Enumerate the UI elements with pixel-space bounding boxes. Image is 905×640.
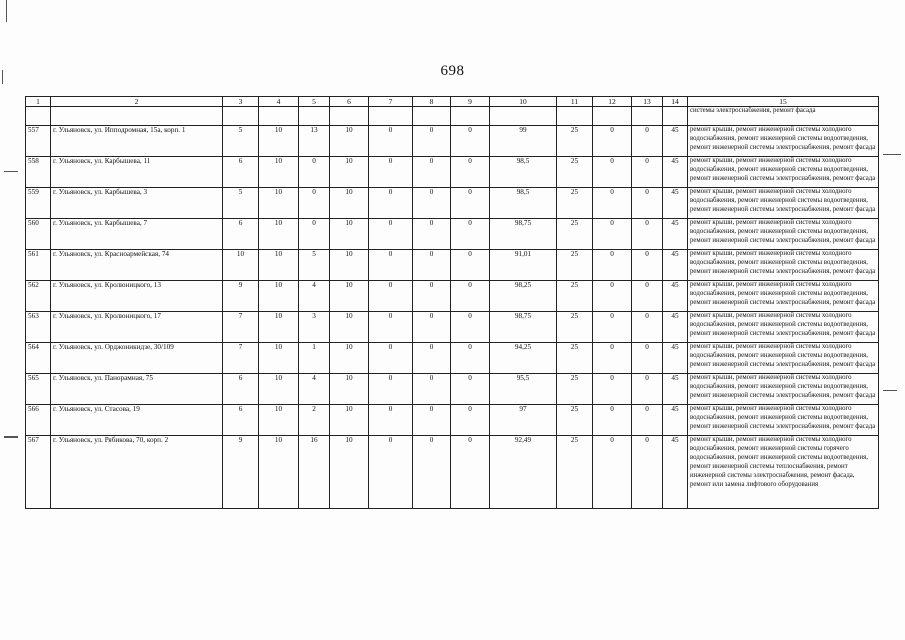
scan-mark: [4, 436, 18, 438]
value-cell-c10: 95,5: [490, 374, 557, 405]
value-cell-c11: 25: [557, 157, 593, 188]
value-cell-c13: 0: [632, 126, 663, 157]
value-cell-c8: 0: [413, 188, 451, 219]
value-cell-c8: 0: [413, 312, 451, 343]
value-cell-c11: 25: [557, 405, 593, 436]
value-cell-c7: 0: [369, 405, 413, 436]
value-cell-c6: 10: [330, 250, 369, 281]
scan-mark: [883, 390, 897, 391]
value-cell-c14: 45: [663, 219, 688, 250]
value-cell-c5: 1: [299, 343, 330, 374]
value-cell-c10: 97: [490, 405, 557, 436]
works-cell: ремонт крыши, ремонт инженерной системы холодного водоснабжения, ремонт инженерной системы водоотведения, ремонт инженерной системы электроснабжения, ремонт фасада: [688, 188, 879, 219]
address-cell: г. Ульяновск, ул. Кролюницкого, 17: [51, 312, 223, 343]
value-cell-c10: 98,75: [490, 312, 557, 343]
value-cell-c4: 10: [259, 312, 299, 343]
continuation-row: [26, 107, 879, 126]
value-cell-c14: 45: [663, 343, 688, 374]
header-col-4: 4: [259, 97, 299, 107]
header-row: [26, 97, 879, 107]
value-cell-c7: 0: [369, 343, 413, 374]
value-cell-c5: 16: [299, 436, 330, 509]
value-cell-c9: 0: [451, 126, 490, 157]
value-cell-c9: 0: [451, 219, 490, 250]
header-col-8: 8: [413, 97, 451, 107]
row-number-cell: 567: [26, 436, 51, 509]
address-cell: г. Ульяновск, ул. Карбышева, 7: [51, 219, 223, 250]
table-row: [26, 281, 879, 312]
value-cell-c4: 10: [259, 157, 299, 188]
value-cell-c6: 10: [330, 374, 369, 405]
value-cell-c12: 0: [593, 312, 632, 343]
value-cell-c8: 0: [413, 374, 451, 405]
value-cell-c4: 10: [259, 219, 299, 250]
value-cell-c7: 0: [369, 374, 413, 405]
row-number-cell: 563: [26, 312, 51, 343]
value-cell-c14: 45: [663, 281, 688, 312]
continuation-text: системы электроснабжения, ремонт фасада: [688, 107, 879, 126]
value-cell-c12: 0: [593, 250, 632, 281]
value-cell-c5: 5: [299, 250, 330, 281]
value-cell-c5: 0: [299, 188, 330, 219]
address-cell: г. Ульяновск, ул. Рябикова, 70, корп. 2: [51, 436, 223, 509]
value-cell-c8: 0: [413, 250, 451, 281]
value-cell-c13: 0: [632, 312, 663, 343]
value-cell-c12: 0: [593, 405, 632, 436]
value-cell-c13: 0: [632, 343, 663, 374]
value-cell-c7: 0: [369, 281, 413, 312]
value-cell-c10: 92,49: [490, 436, 557, 509]
value-cell-c8: 0: [413, 219, 451, 250]
table-row: [26, 374, 879, 405]
value-cell-c3: 7: [223, 343, 259, 374]
value-cell-c7: 0: [369, 219, 413, 250]
value-cell-c6: 10: [330, 157, 369, 188]
address-cell: г. Ульяновск, ул. Стасова, 19: [51, 405, 223, 436]
value-cell-c11: 25: [557, 281, 593, 312]
value-cell-c12: 0: [593, 219, 632, 250]
value-cell-c7: 0: [369, 312, 413, 343]
value-cell-c6: 10: [330, 343, 369, 374]
value-cell-c9: 0: [451, 374, 490, 405]
value-cell-c4: 10: [259, 436, 299, 509]
value-cell-c6: 10: [330, 126, 369, 157]
value-cell-c4: 10: [259, 126, 299, 157]
value-cell-c5: 0: [299, 219, 330, 250]
address-cell: г. Ульяновск, ул. Орджоникидзе, 30/109: [51, 343, 223, 374]
value-cell-c13: 0: [632, 405, 663, 436]
address-cell: г. Ульяновск, ул. Красноармейская, 74: [51, 250, 223, 281]
value-cell-c13: 0: [632, 188, 663, 219]
scan-mark: [883, 154, 901, 155]
value-cell-c3: 7: [223, 312, 259, 343]
row-number-cell: 566: [26, 405, 51, 436]
works-cell: ремонт крыши, ремонт инженерной системы холодного водоснабжения, ремонт инженерной системы водоотведения, ремонт инженерной системы электроснабжения, ремонт фасада: [688, 374, 879, 405]
value-cell-c14: 45: [663, 436, 688, 509]
value-cell-c3: 6: [223, 157, 259, 188]
value-cell-c7: 0: [369, 126, 413, 157]
value-cell-c13: 0: [632, 281, 663, 312]
table-row: [26, 219, 879, 250]
value-cell-c10: 94,25: [490, 343, 557, 374]
header-col-6: 6: [330, 97, 369, 107]
value-cell-c6: 10: [330, 436, 369, 509]
value-cell-c13: 0: [632, 436, 663, 509]
value-cell-c3: 9: [223, 436, 259, 509]
value-cell-c4: 10: [259, 250, 299, 281]
value-cell-c8: 0: [413, 405, 451, 436]
works-cell: ремонт крыши, ремонт инженерной системы холодного водоснабжения, ремонт инженерной системы водоотведения, ремонт инженерной системы электроснабжения, ремонт фасада: [688, 343, 879, 374]
header-col-11: 11: [557, 97, 593, 107]
value-cell-c8: 0: [413, 436, 451, 509]
header-col-13: 13: [632, 97, 663, 107]
value-cell-c5: 13: [299, 126, 330, 157]
value-cell-c10: 99: [490, 126, 557, 157]
value-cell-c5: 4: [299, 281, 330, 312]
value-cell-c3: 6: [223, 405, 259, 436]
value-cell-c10: 98,25: [490, 281, 557, 312]
value-cell-c3: 10: [223, 250, 259, 281]
table-row: [26, 157, 879, 188]
works-cell: ремонт крыши, ремонт инженерной системы холодного водоснабжения, ремонт инженерной системы горячего водоснабжения, ремонт инженерной системы водоотведения, ремонт инженерной системы теплоснабжения, ремонт инженерной системы электроснабжения, ремонт фасада, ремонт или замена лифтового оборудования: [688, 436, 879, 509]
header-col-7: 7: [369, 97, 413, 107]
value-cell-c9: 0: [451, 250, 490, 281]
value-cell-c8: 0: [413, 126, 451, 157]
value-cell-c8: 0: [413, 281, 451, 312]
value-cell-c10: 98,5: [490, 157, 557, 188]
value-cell-c12: 0: [593, 126, 632, 157]
row-number-cell: 558: [26, 157, 51, 188]
value-cell-c3: 5: [223, 188, 259, 219]
value-cell-c12: 0: [593, 157, 632, 188]
value-cell-c11: 25: [557, 188, 593, 219]
value-cell-c6: 10: [330, 188, 369, 219]
scan-mark: [6, 0, 7, 22]
address-cell: г. Ульяновск, ул. Ипподромная, 15а, корп. 1: [51, 126, 223, 157]
works-cell: ремонт крыши, ремонт инженерной системы холодного водоснабжения, ремонт инженерной системы водоотведения, ремонт инженерной системы электроснабжения, ремонт фасада: [688, 312, 879, 343]
value-cell-c9: 0: [451, 281, 490, 312]
row-number-cell: 557: [26, 126, 51, 157]
value-cell-c5: 3: [299, 312, 330, 343]
value-cell-c11: 25: [557, 343, 593, 374]
value-cell-c5: 4: [299, 374, 330, 405]
header-col-12: 12: [593, 97, 632, 107]
address-cell: г. Ульяновск, ул. Карбышева, 3: [51, 188, 223, 219]
value-cell-c10: 98,75: [490, 219, 557, 250]
value-cell-c9: 0: [451, 312, 490, 343]
row-number-cell: 564: [26, 343, 51, 374]
works-cell: ремонт крыши, ремонт инженерной системы холодного водоснабжения, ремонт инженерной системы водоотведения, ремонт инженерной системы электроснабжения, ремонт фасада: [688, 157, 879, 188]
value-cell-c11: 25: [557, 436, 593, 509]
value-cell-c6: 10: [330, 219, 369, 250]
value-cell-c3: 9: [223, 281, 259, 312]
header-col-3: 3: [223, 97, 259, 107]
table-row: [26, 312, 879, 343]
value-cell-c8: 0: [413, 343, 451, 374]
value-cell-c7: 0: [369, 157, 413, 188]
header-col-5: 5: [299, 97, 330, 107]
row-number-cell: 561: [26, 250, 51, 281]
value-cell-c11: 25: [557, 312, 593, 343]
value-cell-c4: 10: [259, 374, 299, 405]
value-cell-c14: 45: [663, 157, 688, 188]
value-cell-c13: 0: [632, 250, 663, 281]
value-cell-c3: 6: [223, 219, 259, 250]
value-cell-c12: 0: [593, 343, 632, 374]
value-cell-c14: 45: [663, 188, 688, 219]
value-cell-c14: 45: [663, 374, 688, 405]
value-cell-c7: 0: [369, 436, 413, 509]
value-cell-c3: 6: [223, 374, 259, 405]
page-number: 698: [440, 63, 465, 79]
header-col-10: 10: [490, 97, 557, 107]
address-cell: г. Ульяновск, ул. Кролюницкого, 13: [51, 281, 223, 312]
value-cell-c6: 10: [330, 405, 369, 436]
row-number-cell: 560: [26, 219, 51, 250]
table-row: [26, 188, 879, 219]
value-cell-c5: 0: [299, 157, 330, 188]
row-number-cell: 565: [26, 374, 51, 405]
value-cell-c14: 45: [663, 126, 688, 157]
value-cell-c10: 98,5: [490, 188, 557, 219]
value-cell-c14: 45: [663, 312, 688, 343]
value-cell-c7: 0: [369, 250, 413, 281]
header-col-15: 15: [688, 97, 879, 107]
scan-mark: [4, 171, 18, 172]
value-cell-c12: 0: [593, 281, 632, 312]
value-cell-c11: 25: [557, 250, 593, 281]
header-col-2: 2: [51, 97, 223, 107]
value-cell-c6: 10: [330, 312, 369, 343]
value-cell-c9: 0: [451, 343, 490, 374]
address-cell: г. Ульяновск, ул. Панорамная, 75: [51, 374, 223, 405]
table-row: [26, 436, 879, 509]
table-row: [26, 343, 879, 374]
value-cell-c9: 0: [451, 436, 490, 509]
row-number-cell: 562: [26, 281, 51, 312]
value-cell-c5: 2: [299, 405, 330, 436]
value-cell-c8: 0: [413, 157, 451, 188]
housing-repair-table: [25, 96, 879, 509]
table-row: [26, 405, 879, 436]
address-cell: г. Ульяновск, ул. Карбышева, 11: [51, 157, 223, 188]
works-cell: ремонт крыши, ремонт инженерной системы холодного водоснабжения, ремонт инженерной системы водоотведения, ремонт инженерной системы электроснабжения, ремонт фасада: [688, 405, 879, 436]
value-cell-c6: 10: [330, 281, 369, 312]
value-cell-c4: 10: [259, 281, 299, 312]
table-row: [26, 126, 879, 157]
value-cell-c9: 0: [451, 188, 490, 219]
works-cell: ремонт крыши, ремонт инженерной системы холодного водоснабжения, ремонт инженерной системы водоотведения, ремонт инженерной системы электроснабжения, ремонт фасада: [688, 126, 879, 157]
value-cell-c13: 0: [632, 157, 663, 188]
works-cell: ремонт крыши, ремонт инженерной системы холодного водоснабжения, ремонт инженерной системы водоотведения, ремонт инженерной системы электроснабжения, ремонт фасада: [688, 281, 879, 312]
value-cell-c9: 0: [451, 157, 490, 188]
value-cell-c11: 25: [557, 219, 593, 250]
value-cell-c4: 10: [259, 343, 299, 374]
works-cell: ремонт крыши, ремонт инженерной системы холодного водоснабжения, ремонт инженерной системы водоотведения, ремонт инженерной системы электроснабжения, ремонт фасада: [688, 250, 879, 281]
value-cell-c4: 10: [259, 188, 299, 219]
header-col-9: 9: [451, 97, 490, 107]
value-cell-c13: 0: [632, 219, 663, 250]
value-cell-c7: 0: [369, 188, 413, 219]
value-cell-c12: 0: [593, 188, 632, 219]
value-cell-c12: 0: [593, 436, 632, 509]
works-cell: ремонт крыши, ремонт инженерной системы холодного водоснабжения, ремонт инженерной системы водоотведения, ремонт инженерной системы электроснабжения, ремонт фасада: [688, 219, 879, 250]
table-row: [26, 250, 879, 281]
value-cell-c10: 91,01: [490, 250, 557, 281]
row-number-cell: 559: [26, 188, 51, 219]
value-cell-c12: 0: [593, 374, 632, 405]
value-cell-c11: 25: [557, 374, 593, 405]
value-cell-c3: 5: [223, 126, 259, 157]
value-cell-c9: 0: [451, 405, 490, 436]
value-cell-c13: 0: [632, 374, 663, 405]
value-cell-c14: 45: [663, 250, 688, 281]
value-cell-c14: 45: [663, 405, 688, 436]
value-cell-c4: 10: [259, 405, 299, 436]
header-col-14: 14: [663, 97, 688, 107]
value-cell-c11: 25: [557, 126, 593, 157]
header-col-1: 1: [26, 97, 51, 107]
